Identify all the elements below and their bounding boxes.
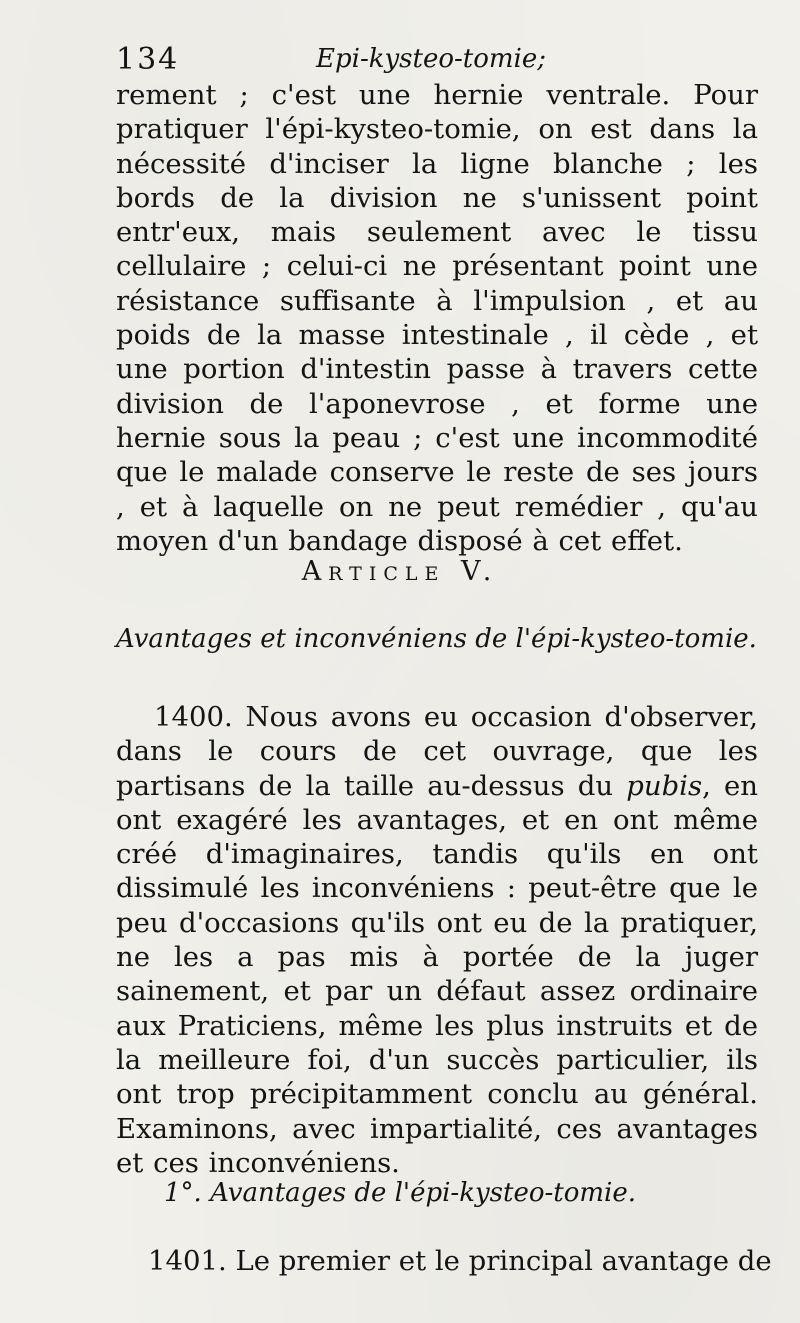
running-title: Epi-kysteo-tomie;	[316, 44, 547, 74]
paragraph-1: rement ; c'est une hernie ventrale. Pour pratiquer l'épi-kysteo-tomie, on est dans la nécessité d'inciser la ligne blanche ; les bords de la division ne s'unissent point entr'eux, mais seulement avec le tissu cellulaire ; celui-ci ne présentant point une résistance suffisante à l'impulsion , et au poids de la masse intestinale , il cède , et une portion d'intestin passe à travers cette division de l'aponevrose , et forme une hernie sous la peau ; c'est une incommodité que le malade conserve le reste de ses jours , et à laquelle on ne peut remédier , qu'au moyen d'un bandage disposé à cet effet.	[116, 79, 758, 557]
paragraph-2-end: , en ont exagéré les avantages, et en ont même créé d'imaginaires, tandis qu'ils en ont dissimulé les inconvéniens : peut-être que le peu d'occasions qu'ils ont eu de la pratiquer, ne les a pas mis à portée de la juger sainement, et par un défaut assez ordinaire aux Praticiens, même les plus instruits et de la meilleure foi, d'un succès particulier, ils ont trop précipitamment conclu au général. Examinons, avec impartialité, ces avantages et ces inconvéniens.	[116, 769, 759, 1179]
paragraph-2-italic-term: pubis	[626, 769, 703, 802]
paragraph-2	[116, 700, 758, 1180]
page-number: 134	[116, 42, 180, 77]
article-heading: Article V.	[301, 556, 499, 587]
subsection-title: 1°. Avantages de l'épi-kysteo-tomie.	[164, 1178, 636, 1208]
paragraph-3-first-line: 1401. Le premier et le principal avantage de	[148, 1245, 772, 1277]
section-title: Avantages et inconvéniens de l'épi-kysteo-tomie.	[116, 624, 757, 654]
running-head	[116, 42, 556, 82]
paragraph-2-start: 1400. Nous avons eu occasion d'observer, dans le cours de cet ouvrage, que les partisans de la taille au-dessus du	[116, 701, 758, 802]
